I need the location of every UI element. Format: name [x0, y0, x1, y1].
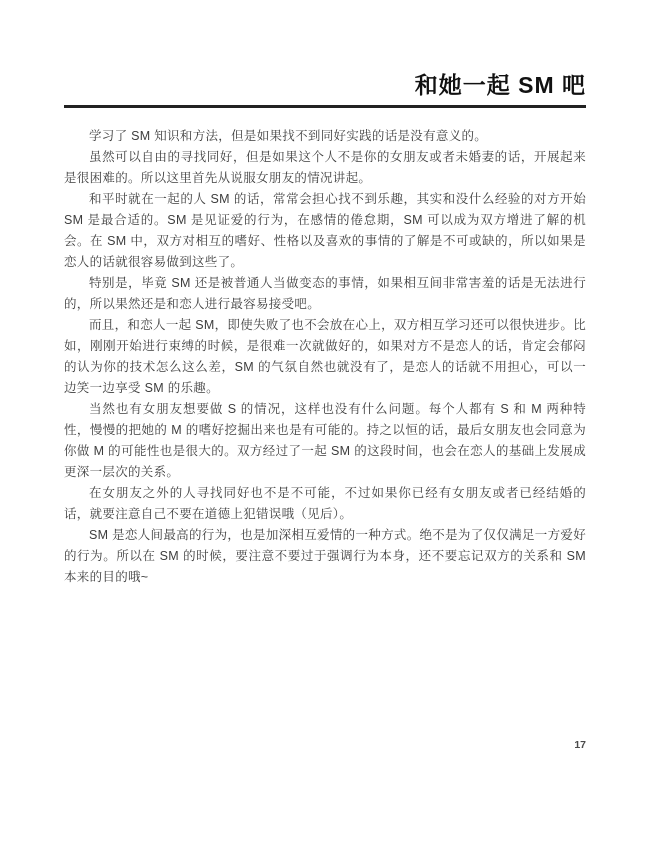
paragraph: SM 是恋人间最高的行为，也是加深相互爱情的一种方式。绝不是为了仅仅满足一方爱好的行为。所以在 SM 的时候，要注意不要过于强调行为本身，还不要忘记双方的关系和 SM 本来的目的哦~ [64, 528, 586, 585]
paragraph: 而且，和恋人一起 SM，即使失败了也不会放在心上，双方相互学习还可以很快进步。比如，刚刚开始进行束缚的时候，是很难一次就做好的，如果对方不是恋人的话，肯定会郁闷的认为你的技术怎么这么差，SM 的气氛自然也就没有了，是恋人的话就不用担心，可以一边笑一边享受 SM 的乐趣。 [64, 318, 586, 396]
page-header [0, 72, 650, 108]
paragraph: 当然也有女朋友想要做 S 的情况，这样也没有什么问题。每个人都有 S 和 M 两种特性，慢慢的把她的 M 的嗜好挖掘出来也是有可能的。持之以恒的话，最后女朋友也会同意为你做 M 的可能性也是很大的。双方经过了一起 SM 的这段时间，也会在恋人的基础上发展成更深一层次的关系。 [64, 402, 586, 480]
paragraph: 学习了 SM 知识和方法，但是如果找不到同好实践的话是没有意义的。 [89, 129, 488, 144]
page-title: 和她一起 SM 吧 [414, 72, 586, 98]
paragraph: 虽然可以自由的寻找同好，但是如果这个人不是你的女朋友或者未婚妻的话，开展起来是很困难的。所以这里首先从说服女朋友的情况讲起。 [64, 150, 586, 186]
paragraph: 在女朋友之外的人寻找同好也不是不可能，不过如果你已经有女朋友或者已经结婚的话，就要注意自己不要在道德上犯错误哦（见后）。 [64, 486, 586, 522]
body-text [0, 108, 650, 588]
page-number: 17 [574, 739, 586, 751]
paragraph: 和平时就在一起的人 SM 的话，常常会担心找不到乐趣，其实和没什么经验的对方开始 SM 是最合适的。SM 是见证爱的行为，在感情的倦怠期，SM 可以成为双方增进了解的机会。在 SM 中，双方对相互的嗜好、性格以及喜欢的事情的了解是不可或缺的，所以如果是恋人的话就很容易做到这些了。 [64, 192, 586, 270]
paragraph: 特别是，毕竟 SM 还是被普通人当做变态的事情，如果相互间非常害羞的话是无法进行的，所以果然还是和恋人进行最容易接受吧。 [64, 276, 586, 312]
